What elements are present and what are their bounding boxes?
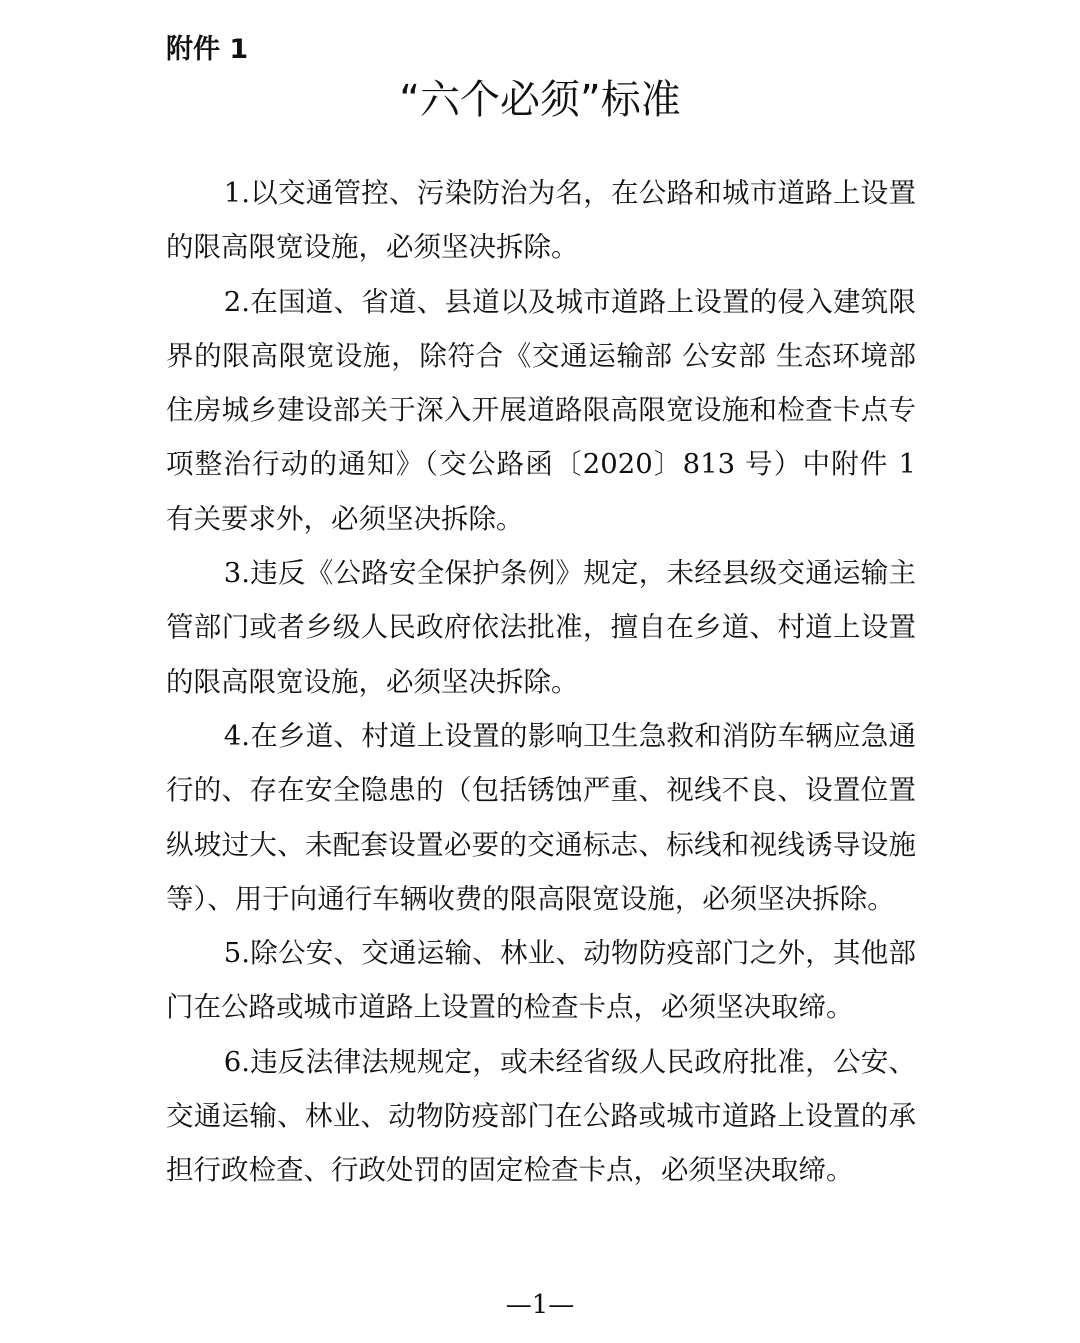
paragraph-6: 6.违反法律法规规定，或未经省级人民政府批准，公安、交通运输、林业、动物防疫部门在公路或城市道路上设置的承担行政检查、行政处罚的固定检查卡点，必须坚决取缔。 xyxy=(166,1045,916,1187)
paragraph-2: 2.在国道、省道、县道以及城市道路上设置的侵入建筑限界的限高限宽设施，除符合《交通运输部 公安部 生态环境部 住房城乡建设部关于深入开展道路限高限宽设施和检查卡点专项整治行动的通知》（交公路函〔2020〕813 号）中附件 1 有关要求外，必须坚决拆除。 xyxy=(166,285,916,535)
attachment-label: 附件 1 xyxy=(166,34,249,65)
paragraph-3: 3.违反《公路安全保护条例》规定，未经县级交通运输主管部门或者乡级人民政府依法批准，擅自在乡道、村道上设置的限高限宽设施，必须坚决拆除。 xyxy=(166,557,916,698)
page-number: —1— xyxy=(505,1290,575,1320)
paragraph-1: 1.以交通管控、污染防治为名，在公路和城市道路上设置的限高限宽设施，必须坚决拆除。 xyxy=(166,177,916,264)
paragraph-4: 4.在乡道、村道上设置的影响卫生急救和消防车辆应急通行的、存在安全隐患的（包括锈蚀严重、视线不良、设置位置纵坡过大、未配套设置必要的交通标志、标线和视线诱导设施等）、用于向通行车辆收费的限高限宽设施，必须坚决拆除。 xyxy=(166,719,916,915)
document-title: “六个必须”标准 xyxy=(399,77,681,123)
document-body xyxy=(166,166,916,1198)
paragraph-5: 5.除公安、交通运输、林业、动物防疫部门之外，其他部门在公路或城市道路上设置的检查卡点，必须坚决取缔。 xyxy=(166,937,916,1024)
